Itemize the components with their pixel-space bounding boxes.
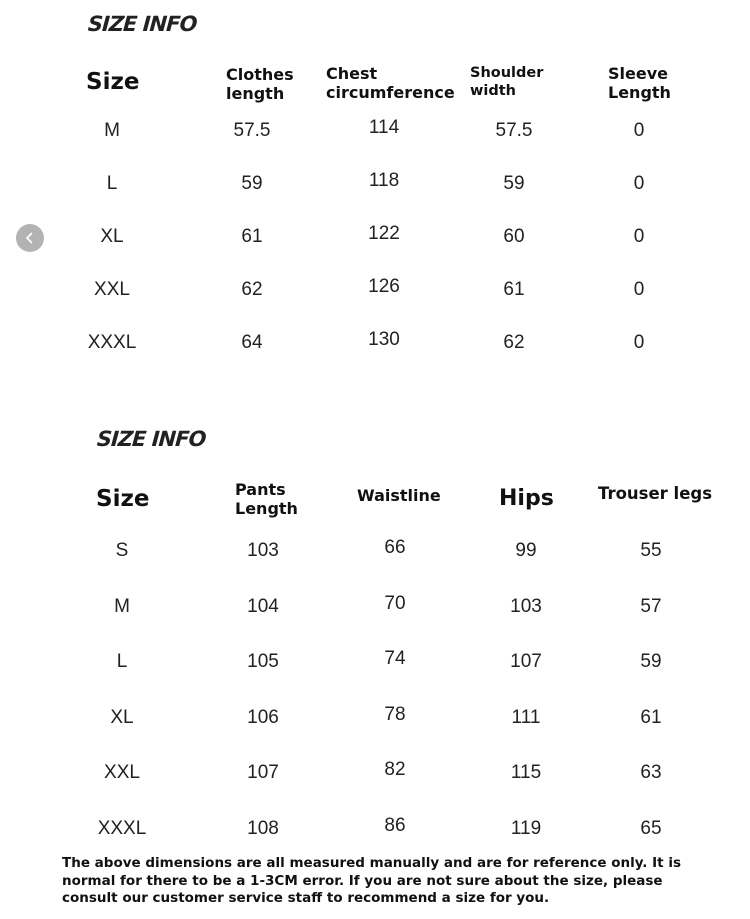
value-cell: 114 bbox=[368, 117, 400, 138]
value-cell: 0 bbox=[633, 120, 645, 141]
bottom-size-header: Size bbox=[96, 486, 150, 512]
size-cell: XXXL bbox=[97, 817, 147, 839]
value-cell: 111 bbox=[511, 706, 541, 728]
value-cell: 104 bbox=[247, 595, 279, 617]
value-cell: 106 bbox=[247, 706, 279, 728]
bottom-header-trouser-legs: Trouser legs bbox=[598, 484, 713, 503]
value-cell: 57.5 bbox=[495, 120, 533, 141]
top-size-info-title: SIZE INFO bbox=[87, 12, 198, 36]
carousel-prev-button[interactable] bbox=[16, 224, 44, 252]
top-header-chest-circumference: Chest circumference bbox=[326, 64, 455, 102]
size-cell: L bbox=[106, 173, 118, 194]
value-cell: 78 bbox=[384, 703, 406, 725]
value-cell: 59 bbox=[503, 173, 525, 194]
value-cell: 82 bbox=[384, 759, 406, 780]
top-header-sleeve-length: Sleeve Length bbox=[608, 64, 671, 102]
value-cell: 115 bbox=[510, 762, 542, 783]
value-cell: 99 bbox=[515, 540, 537, 561]
value-cell: 61 bbox=[241, 226, 263, 247]
size-cell: M bbox=[104, 120, 120, 141]
value-cell: 107 bbox=[510, 651, 542, 672]
value-cell: 0 bbox=[633, 332, 645, 353]
value-cell: 0 bbox=[633, 226, 645, 247]
value-cell: 66 bbox=[384, 537, 406, 558]
size-cell: XXL bbox=[104, 762, 140, 783]
value-cell: 105 bbox=[247, 651, 279, 672]
top-header-shoulder-width: Shoulder width bbox=[470, 65, 544, 99]
value-cell: 59 bbox=[241, 173, 263, 194]
value-cell: 57.5 bbox=[233, 120, 271, 141]
value-cell: 62 bbox=[241, 279, 263, 300]
value-cell: 70 bbox=[384, 592, 406, 614]
size-cell: XXXL bbox=[87, 332, 137, 353]
value-cell: 57 bbox=[640, 595, 662, 617]
bottom-size-info-title: SIZE INFO bbox=[96, 427, 207, 451]
value-cell: 61 bbox=[503, 279, 525, 300]
value-cell: 0 bbox=[633, 279, 645, 300]
value-cell: 62 bbox=[503, 332, 525, 353]
value-cell: 130 bbox=[368, 329, 400, 350]
size-cell: XL bbox=[110, 706, 134, 728]
bottom-header-waistline: Waistline bbox=[357, 486, 441, 505]
size-cell: XXL bbox=[94, 279, 130, 300]
top-header-clothes-length: Clothes length bbox=[226, 65, 294, 103]
value-cell: 61 bbox=[640, 706, 662, 728]
value-cell: 0 bbox=[633, 173, 645, 194]
value-cell: 63 bbox=[640, 762, 662, 783]
value-cell: 59 bbox=[640, 651, 662, 672]
value-cell: 65 bbox=[640, 817, 662, 839]
bottom-header-hips: Hips bbox=[499, 486, 554, 511]
value-cell: 74 bbox=[384, 648, 406, 669]
value-cell: 64 bbox=[241, 332, 263, 353]
value-cell: 103 bbox=[247, 540, 279, 561]
value-cell: 108 bbox=[247, 817, 279, 839]
value-cell: 55 bbox=[640, 540, 662, 561]
size-cell: L bbox=[116, 651, 128, 672]
size-cell: M bbox=[114, 595, 130, 617]
bottom-header-pants-length: Pants Length bbox=[235, 480, 298, 518]
value-cell: 126 bbox=[368, 276, 400, 297]
value-cell: 107 bbox=[247, 762, 279, 783]
value-cell: 118 bbox=[368, 170, 400, 191]
chevron-left-icon bbox=[24, 232, 36, 244]
value-cell: 119 bbox=[510, 817, 542, 839]
value-cell: 103 bbox=[510, 595, 542, 617]
top-size-header: Size bbox=[86, 69, 140, 95]
size-cell: S bbox=[115, 540, 129, 561]
value-cell: 86 bbox=[384, 814, 406, 836]
measurement-disclaimer: The above dimensions are all measured manually and are for reference only. It is normal for there to be a 1-3CM error. If you are not sure about the size, please consult our customer service staff to recommend a size for you. bbox=[62, 855, 681, 906]
value-cell: 60 bbox=[503, 226, 525, 247]
value-cell: 122 bbox=[368, 223, 400, 244]
size-cell: XL bbox=[100, 226, 124, 247]
